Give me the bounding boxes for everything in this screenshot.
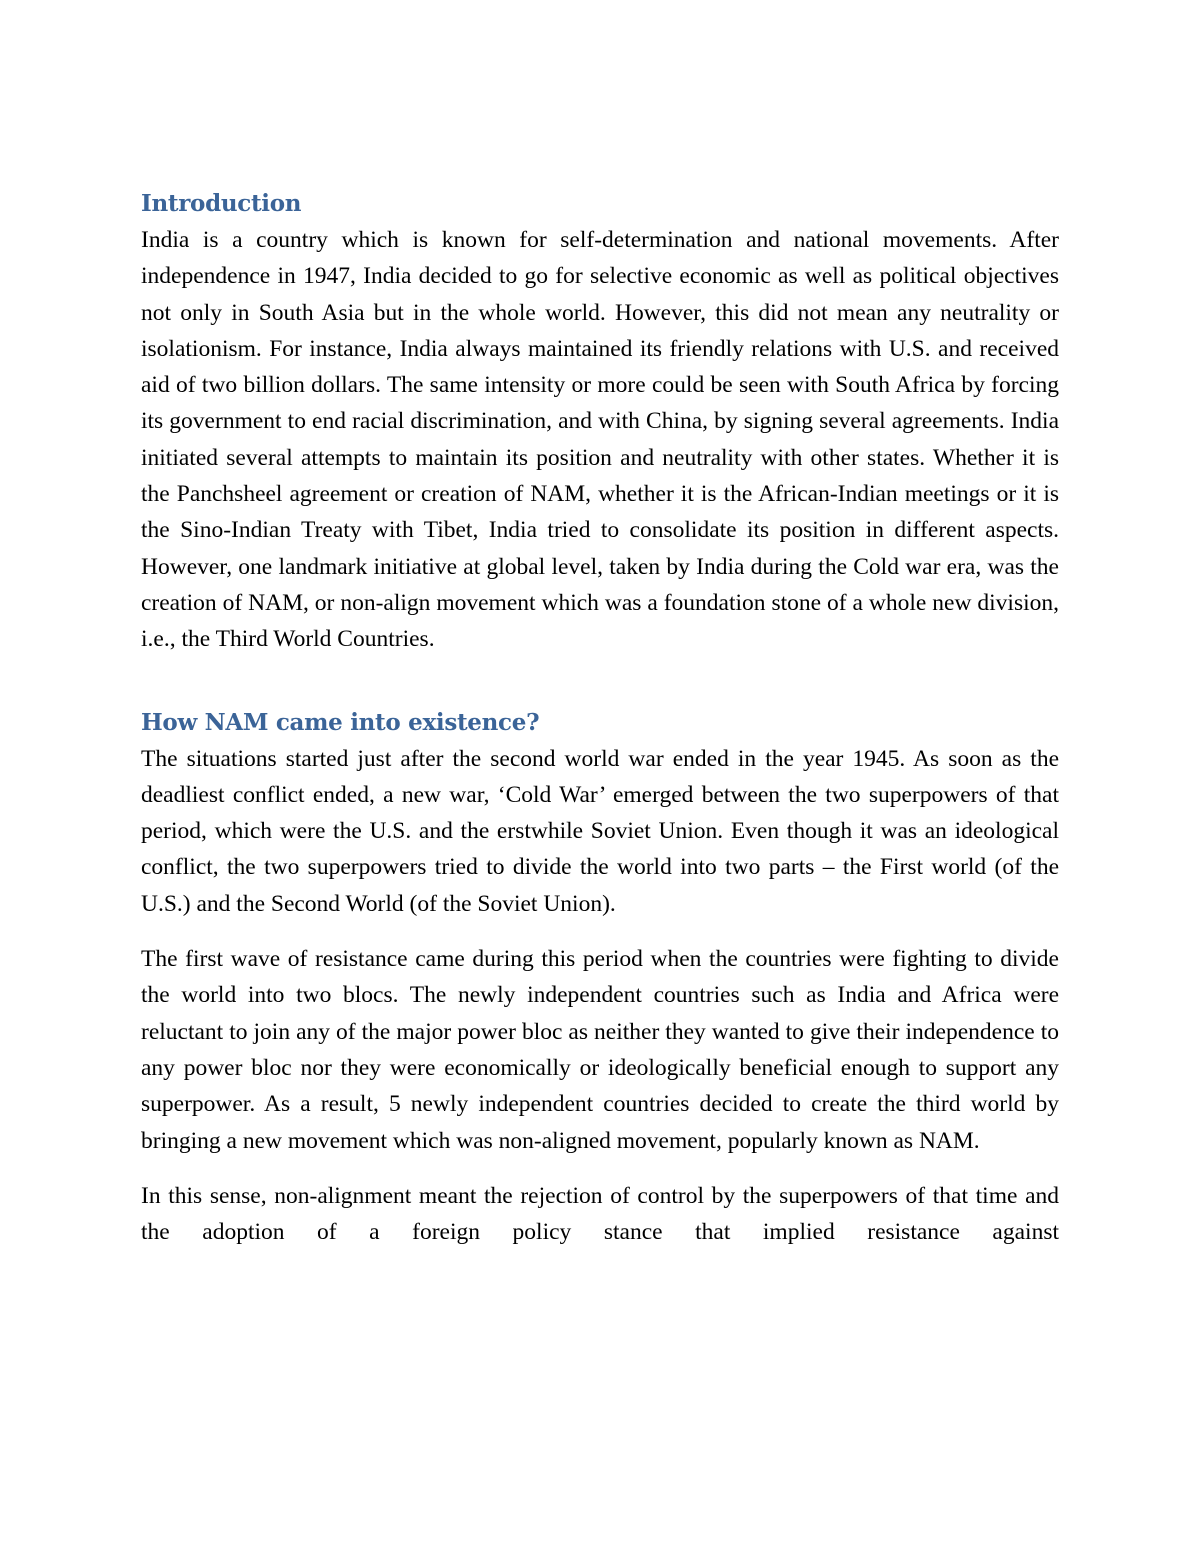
- section-spacer: [141, 658, 1059, 705]
- document-page: [141, 186, 1059, 1250]
- section-heading-nam-existence: How NAM came into existence?: [141, 708, 540, 736]
- paragraph-spacer: [141, 1159, 1059, 1178]
- paragraph-spacer: [141, 922, 1059, 941]
- paragraph-introduction: India is a country which is known for self-determination and national movements. After independence in 1947, India decided to go for selective economic as well as political objectives not only in South Asia but in the whole world. However, this did not mean any neutrality or isolationism. For instance, India always maintained its friendly relations with U.S. and received aid of two billion dollars. The same intensity or more could be seen with South Africa by forcing its government to end racial discrimination, and with China, by signing several agreements. India initiated several attempts to maintain its position and neutrality with other states. Whether it is the Panchsheel agreement or creation of NAM, whether it is the African-Indian meetings or it is the Sino-Indian Treaty with Tibet, India tried to consolidate its position in different aspects. However, one landmark initiative at global level, taken by India during the Cold war era, was the creation of NAM, or non-align movement which was a foundation stone of a whole new division, i.e., the Third World Countries.: [141, 227, 1059, 653]
- paragraph-non-alignment: In this sense, non-alignment meant the rejection of control by the superpowers of that time and the adoption of a foreign policy stance that implied resistance against: [141, 1182, 1059, 1246]
- paragraph-cold-war: The situations started just after the second world war ended in the year 1945. As soon as the deadliest conflict ended, a new war, ‘Cold War’ emerged between the two superpowers of that period, which were the U.S. and the erstwhile Soviet Union. Even though it was an ideological conflict, the two superpowers tried to divide the world into two parts – the First world (of the U.S.) and the Second World (of the Soviet Union).: [141, 745, 1059, 917]
- section-heading-introduction: Introduction: [141, 190, 302, 217]
- paragraph-resistance: The first wave of resistance came during this period when the countries were fighting to divide the world into two blocs. The newly independent countries such as India and Africa were reluctant to join any of the major power bloc as neither they wanted to give their independence to any power bloc nor they were economically or ideologically beneficial enough to support any superpower. As a result, 5 newly independent countries decided to create the third world by bringing a new movement which was non-aligned movement, popularly known as NAM.: [141, 946, 1059, 1154]
